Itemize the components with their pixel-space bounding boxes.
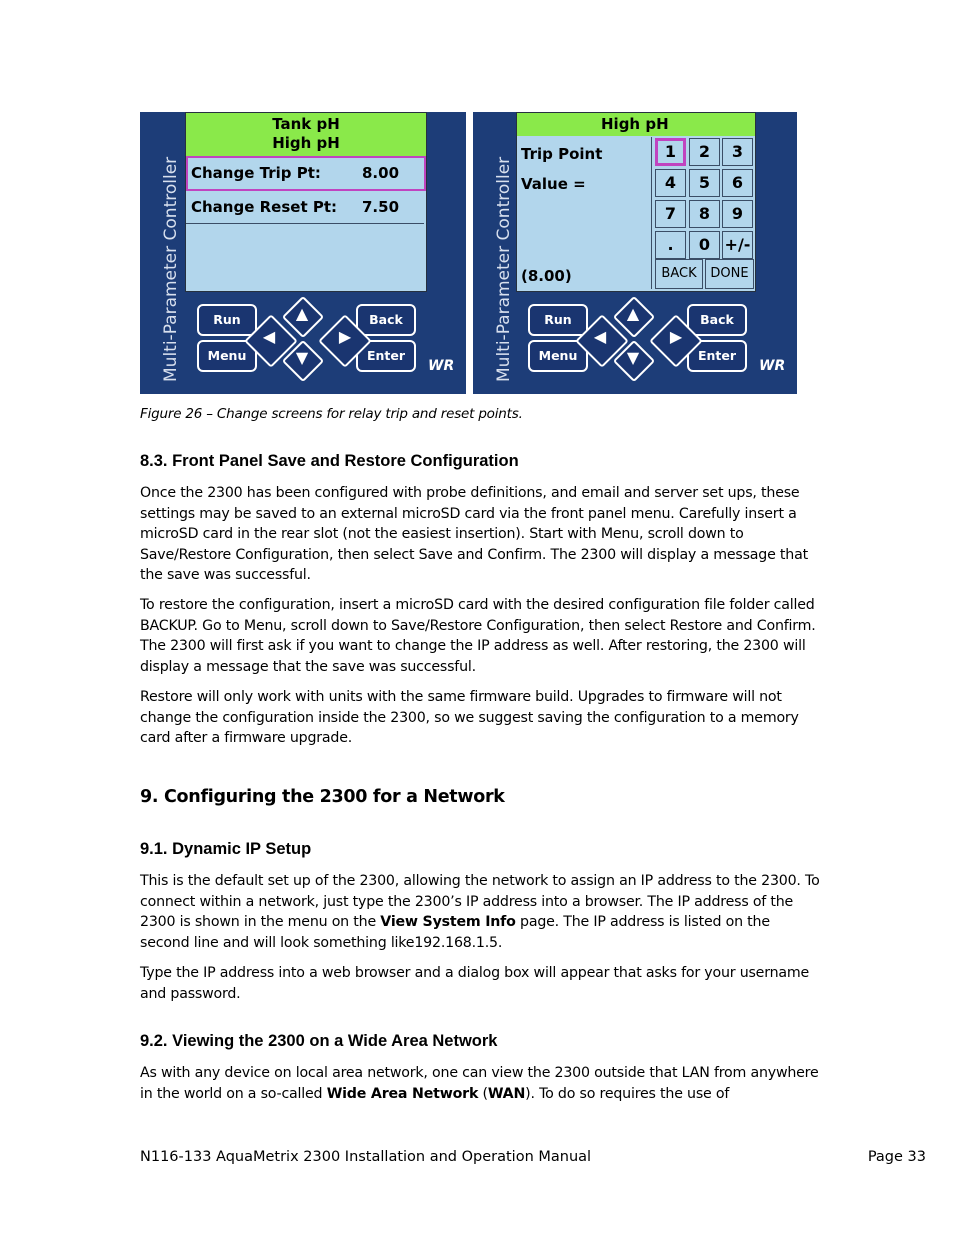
bold-text: WAN (487, 1085, 526, 1102)
left-arrow-icon: ◀ (262, 327, 276, 346)
row-label: Change Reset Pt: (191, 198, 338, 216)
menu-row-trip[interactable] (186, 156, 426, 191)
section-heading-9-1: 9.1. Dynamic IP Setup (140, 840, 312, 858)
menu-button[interactable]: Menu (197, 340, 257, 372)
down-arrow-icon: ▼ (626, 348, 640, 367)
key-8[interactable]: 8 (689, 200, 720, 228)
paragraph (140, 871, 820, 953)
done-key[interactable]: DONE (705, 259, 754, 289)
paragraph: To restore the configuration, insert a microSD card with the desired configuration file folder called BACKUP. Go to Menu, scroll down to Save/Restore Configuration, then select Restore and Confirm. The 2300 will first ask if you want to change the IP address as well. After restoring, the 2300 will display a message that the save was successful. (140, 597, 816, 675)
text: ( (478, 1085, 488, 1102)
paragraph: Once the 2300 has been configured with probe definitions, and email and server set ups, these settings may be saved to an external microSD card via the front panel menu. Carefully insert a microSD card in the rear slot (not the easiest insertion). Start with Menu, scroll down to Save/Restore Configuration, then select Save and Confirm. The 2300 will display a message that the save was successful. (140, 485, 808, 584)
right-controller-panel (473, 112, 797, 394)
key-5[interactable]: 5 (689, 169, 720, 197)
side-label (483, 142, 517, 388)
key-0[interactable]: 0 (689, 231, 720, 259)
up-arrow-icon: ▲ (626, 304, 640, 323)
figure-caption: Figure 26 – Change screens for relay trip and reset points. (140, 406, 523, 422)
side-label-text: Multi-Parameter Controller (161, 156, 181, 382)
row-value: 7.50 (362, 198, 400, 216)
run-button[interactable]: Run (528, 304, 588, 336)
enter-button[interactable]: Enter (687, 340, 747, 372)
left-screen (185, 112, 427, 292)
key-plus-minus[interactable]: +/- (722, 231, 753, 259)
enter-button[interactable]: Enter (356, 340, 416, 372)
section-heading-8-3: 8.3. Front Panel Save and Restore Configuration (140, 452, 519, 470)
header-line-1: Tank pH (272, 115, 340, 133)
header-line-2: High pH (272, 134, 340, 152)
page-number: Page 33 (867, 1149, 926, 1165)
up-arrow-icon: ▲ (295, 304, 309, 323)
key-2[interactable]: 2 (689, 138, 720, 166)
value-display (517, 137, 652, 289)
left-screen-header (186, 113, 426, 157)
key-decimal[interactable]: . (655, 231, 686, 259)
bold-text: View System Info (380, 914, 516, 931)
current-value: (8.00) (521, 267, 572, 285)
key-7[interactable]: 7 (655, 200, 686, 228)
section-heading-9: 9. Configuring the 2300 for a Network (140, 787, 505, 807)
back-button[interactable]: Back (356, 304, 416, 336)
section-heading-9-2: 9.2. Viewing the 2300 on a Wide Area Network (140, 1032, 498, 1050)
right-screen (516, 112, 756, 292)
row-label: Change Trip Pt: (191, 164, 321, 182)
key-9[interactable]: 9 (722, 200, 753, 228)
side-label-text: Multi-Parameter Controller (494, 156, 514, 382)
back-key[interactable]: BACK (655, 259, 703, 289)
right-arrow-icon: ▶ (669, 327, 683, 346)
footer-title: N116-133 AquaMetrix 2300 Installation and Operation Manual (140, 1149, 592, 1165)
right-arrow-icon: ▶ (338, 327, 352, 346)
row-value: 8.00 (362, 164, 400, 182)
bold-text: Wide Area Network (326, 1085, 479, 1102)
value-label: Value = (521, 175, 586, 193)
key-3[interactable]: 3 (722, 138, 753, 166)
key-1[interactable]: 1 (655, 138, 686, 166)
text: ). To do so requires the use of (525, 1085, 730, 1102)
side-label (150, 142, 184, 388)
key-4[interactable]: 4 (655, 169, 686, 197)
run-button[interactable]: Run (197, 304, 257, 336)
down-arrow-icon: ▼ (295, 348, 309, 367)
key-6[interactable]: 6 (722, 169, 753, 197)
paragraph: Type the IP address into a web browser and a dialog box will appear that asks for your username and password. (140, 965, 810, 1002)
back-button[interactable]: Back (687, 304, 747, 336)
menu-button[interactable]: Menu (528, 340, 588, 372)
trip-point-label: Trip Point (521, 145, 603, 163)
left-arrow-icon: ◀ (593, 327, 607, 346)
menu-row-reset[interactable] (186, 191, 424, 224)
paragraph: Restore will only work with units with the same firmware build. Upgrades to firmware will not change the configuration inside the 2300, so we suggest saving the configuration to a memory card after a firmware upgrade. (140, 689, 799, 747)
left-controller-panel (140, 112, 466, 394)
text: This is the default set up of the 2300, allowing the network to assign an IP address to the 2300. To connect within a network, just type the 2300’s IP address into a browser. The IP address of the 2300 is shown in the menu on the (140, 873, 820, 931)
text: page. The IP address is listed on the second line and will look something like192.168.1.5. (140, 914, 770, 951)
paragraph (140, 1063, 820, 1104)
text: As with any device on local area network, one can view the 2300 outside that LAN from anywhere in the world on a so-called (140, 1065, 819, 1102)
right-screen-header: High pH (517, 113, 755, 136)
brand-logo: WR (759, 358, 786, 374)
brand-logo: WR (428, 358, 455, 374)
